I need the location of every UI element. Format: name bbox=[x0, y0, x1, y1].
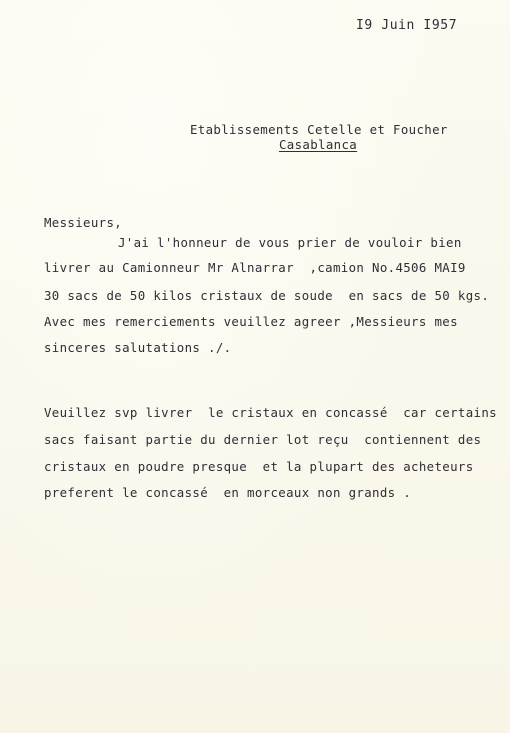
body-line: Veuillez svp livrer le cristaux en concassé car certains bbox=[44, 405, 497, 420]
body-line: Avec mes remerciements veuillez agreer ,Messieurs mes bbox=[44, 314, 458, 329]
body-line: sinceres salutations ./. bbox=[44, 340, 232, 355]
salutation: Messieurs, bbox=[44, 215, 123, 230]
letter-date: I9 Juin I957 bbox=[356, 18, 458, 33]
recipient-city: Casablanca bbox=[279, 137, 358, 152]
body-line: cristaux en poudre presque et la plupart des acheteurs bbox=[44, 459, 474, 474]
body-line: sacs faisant partie du dernier lot reçu contiennent des bbox=[44, 432, 482, 447]
body-line: 30 sacs de 50 kilos cristaux de soude en sacs de 50 kgs. bbox=[44, 288, 490, 303]
body-line: preferent le concassé en morceaux non grands . bbox=[44, 485, 412, 500]
body-line: J'ai l'honneur de vous prier de vouloir bien bbox=[118, 235, 462, 250]
body-line: livrer au Camionneur Mr Alnarrar ,camion No.4506 MAI9 bbox=[44, 260, 466, 275]
recipient-name: Etablissements Cetelle et Foucher bbox=[190, 122, 448, 137]
